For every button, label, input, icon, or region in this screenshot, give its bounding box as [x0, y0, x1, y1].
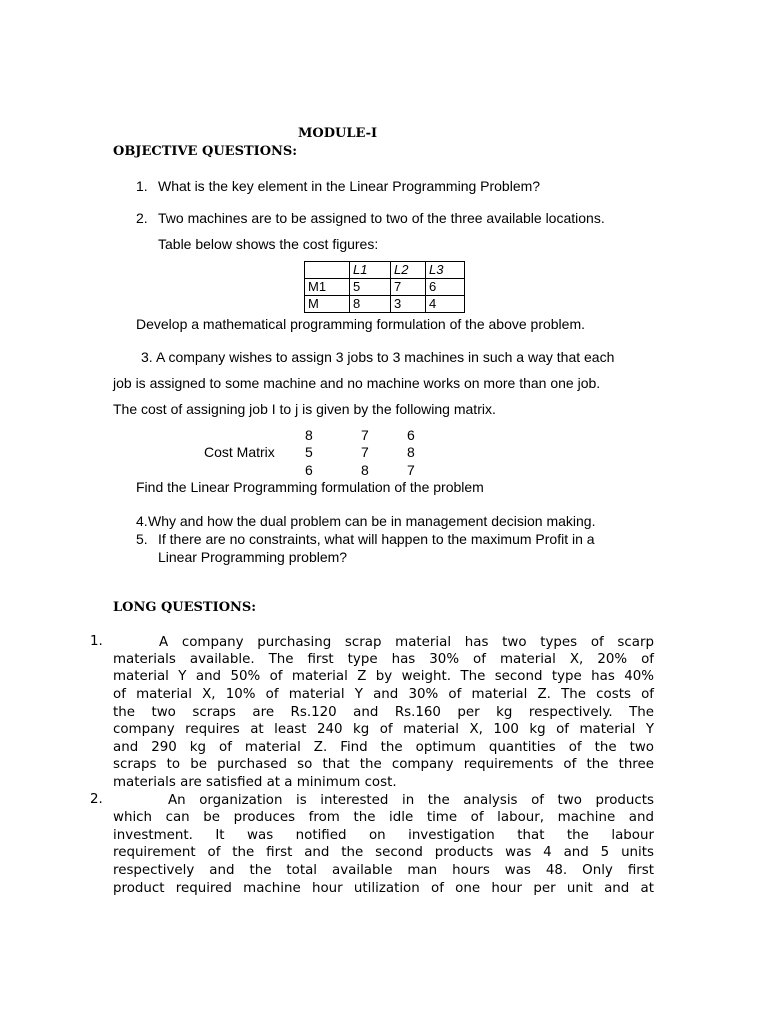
- table-cell: 4: [426, 296, 465, 313]
- matrix-cell: 7: [407, 462, 415, 478]
- table-cell: [305, 262, 350, 279]
- table-header-cell: L3: [426, 262, 465, 279]
- question-number: 3.: [141, 349, 153, 365]
- paragraph-line: which can be produces from the idle time of labour, machine and: [113, 810, 654, 825]
- table-cell: 6: [426, 279, 465, 296]
- table-cell: 3: [391, 296, 426, 313]
- table-row: [305, 296, 465, 313]
- table-header-row: [305, 262, 465, 279]
- paragraph-line: materials available. The first type has 30% of material X, 20% of: [113, 652, 654, 667]
- paragraph-line: scraps to be purchased so that the company requirements of the three: [113, 757, 654, 772]
- question-text: Table below shows the cost figures:: [158, 236, 379, 252]
- table-row: [305, 279, 465, 296]
- cost-matrix-label: Cost Matrix: [204, 444, 275, 460]
- question-text: Two machines are to be assigned to two of the three available locations.: [158, 210, 605, 226]
- question-text: A company wishes to assign 3 jobs to 3 machines in such a way that each: [156, 349, 615, 365]
- paragraph-line: requirement of the first and the second products was 4 and 5 units: [113, 845, 654, 860]
- question-text: Linear Programming problem?: [158, 549, 348, 565]
- question-text: Why and how the dual problem can be in management decision making.: [148, 513, 596, 529]
- table-header-cell: L1: [350, 262, 391, 279]
- paragraph-line: company requires at least 240 kg of material X, 100 kg of material Y: [113, 722, 654, 737]
- paragraph-line: An organization is interested in the analysis of two products: [168, 793, 654, 808]
- question-text: Find the Linear Programming formulation of the problem: [136, 479, 484, 495]
- module-title: MODULE-I: [298, 126, 378, 141]
- question-number: 2.: [136, 210, 148, 226]
- matrix-cell: 6: [407, 427, 415, 443]
- paragraph-line: A company purchasing scrap material has two types of scarp: [159, 635, 654, 650]
- paragraph-line: the two scraps are Rs.120 and Rs.160 per kg respectively. The: [113, 705, 654, 720]
- question-text: job is assigned to some machine and no machine works on more than one job.: [113, 375, 601, 391]
- question-text: If there are no constraints, what will happen to the maximum Profit in a: [158, 531, 595, 547]
- table-cell: 5: [350, 279, 391, 296]
- question-number: 1.: [136, 178, 148, 194]
- table-cell: 8: [350, 296, 391, 313]
- paragraph-line: and 290 kg of material Z. Find the optimum quantities of the two: [113, 740, 654, 755]
- matrix-cell: 8: [407, 444, 415, 460]
- question-number: 5.: [136, 531, 148, 547]
- paragraph-line: investment. It was notified on investigation that the labour: [113, 828, 654, 843]
- matrix-cell: 7: [361, 444, 369, 460]
- matrix-cell: 6: [305, 462, 313, 478]
- objective-heading: OBJECTIVE QUESTIONS:: [113, 144, 298, 159]
- matrix-cell: 8: [361, 462, 369, 478]
- table-cell: M: [305, 296, 350, 313]
- long-heading: LONG QUESTIONS:: [113, 600, 257, 615]
- cost-table: [304, 261, 465, 313]
- paragraph-line: respectively and the total available man hours was 48. Only first: [113, 863, 654, 878]
- table-cell: 7: [391, 279, 426, 296]
- matrix-cell: 8: [305, 427, 313, 443]
- paragraph-line: product required machine hour utilization of one hour per unit and at: [113, 881, 654, 896]
- question-number: 4.: [136, 513, 148, 529]
- paragraph-line: material Y and 50% of material Z by weight. The second type has 40%: [113, 669, 654, 684]
- paragraph-line: materials are satisfied at a minimum cost.: [113, 775, 397, 790]
- matrix-cell: 5: [305, 444, 313, 460]
- question-text: The cost of assigning job I to j is given by the following matrix.: [113, 401, 496, 417]
- question-text: What is the key element in the Linear Programming Problem?: [158, 178, 541, 194]
- question-number: 1.: [90, 634, 103, 649]
- matrix-cell: 7: [361, 427, 369, 443]
- table-header-cell: L2: [391, 262, 426, 279]
- table-cell: M1: [305, 279, 350, 296]
- question-number: 2.: [90, 792, 103, 807]
- paragraph-line: of material X, 10% of material Y and 30% of material Z. The costs of: [113, 687, 654, 702]
- question-text: Develop a mathematical programming formulation of the above problem.: [136, 316, 586, 332]
